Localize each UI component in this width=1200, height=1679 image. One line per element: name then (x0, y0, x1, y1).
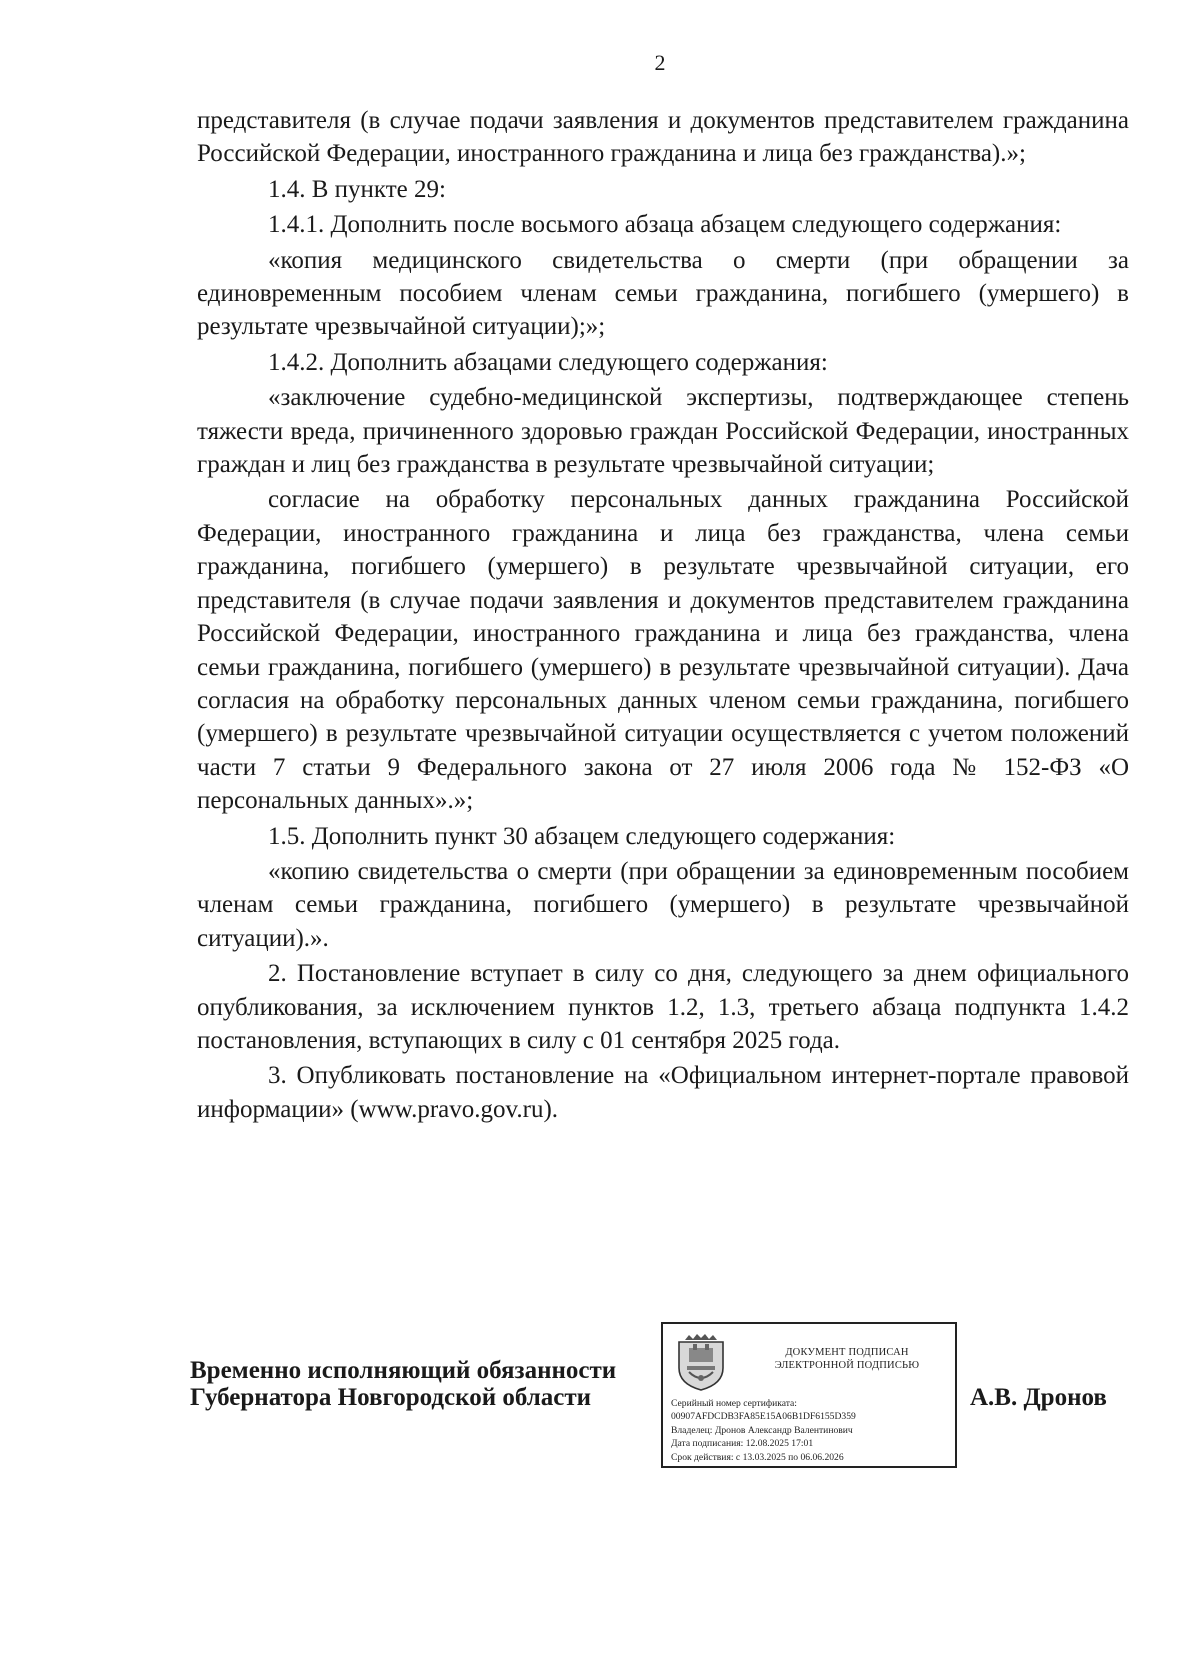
stamp-validity: Срок действия: с 13.03.2025 по 06.06.2026 (671, 1451, 844, 1463)
body-paragraph: согласие на обработку персональных данных гражданина Российской Федерации, иностранного гражданина и лица без гражданства, члена семьи гражданина, погибшего (умершего) в результате чрезвычайной ситуации, его представителя (в случае подачи заявления и документов представителем гражданина Российской Федерации, иностранного гражданина и лица без гражданства, члена семьи гражданина, погибшего (умершего) в результате чрезвычайной ситуации). Дача согласия на обработку персональных данных членом семьи гражданина, погибшего (умершего) в результате чрезвычайной ситуации осуществляется с учетом положений части 7 статьи 9 Федерального закона от 27 июля 2006 года № 152-ФЗ «О персональных данных».»; (197, 486, 1129, 815)
signatory-position (190, 1357, 616, 1411)
body-paragraph: «копию свидетельства о смерти (при обращении за единовременным пособием членам семьи гражданина, погибшего (умершего) в результате чрезвычайной ситуации).». (197, 857, 1129, 952)
stamp-serial-number: 00907AFDCDB3FA85E15A06B1DF6155D359 (671, 1411, 856, 1423)
document-body (197, 104, 1129, 1126)
body-paragraph: 2. Постановление вступает в силу со дня, следующего за днем официального опубликования, за исключением пунктов 1.2, 1.3, третьего абзаца подпункта 1.4.2 постановления, вступающих в силу с 01 сентября 2025 года. (197, 960, 1129, 1054)
body-paragraph: 3. Опубликовать постановление на «Официальном интернет-портале правовой информации» (www.pravo.gov.ru). (197, 1062, 1129, 1123)
stamp-signed-date: Дата подписания: 12.08.2025 17:01 (671, 1438, 814, 1450)
page-number: 2 (654, 50, 666, 75)
body-paragraph: 1.4.2. Дополнить абзацами следующего содержания: (268, 348, 828, 376)
electronic-signature-stamp (661, 1322, 957, 1468)
body-paragraph: «копия медицинского свидетельства о смерти (при обращении за единовременным пособием членам семьи гражданина, погибшего (умершего) в результате чрезвычайной ситуации);»; (197, 246, 1129, 341)
body-paragraph: 1.5. Дополнить пункт 30 абзацем следующего содержания: (268, 822, 896, 850)
body-paragraph: «заключение судебно-медицинской экспертизы, подтверждающее степень тяжести вреда, причиненного здоровью граждан Российской Федерации, иностранных граждан и лиц без гражданства в результате чрезвычайной ситуации; (197, 384, 1129, 479)
stamp-details (671, 1397, 856, 1464)
stamp-title-line-2: ЭЛЕКТРОННОЙ ПОДПИСЬЮ (774, 1360, 920, 1371)
signatory-name: А.В. Дронов (970, 1384, 1107, 1411)
body-paragraph: 1.4. В пункте 29: (268, 175, 446, 203)
coat-of-arms-icon (675, 1334, 727, 1392)
signatory-position-line-2: Губернатора Новгородской области (190, 1384, 592, 1411)
stamp-title-line-1: ДОКУМЕНТ ПОДПИСАН (785, 1347, 909, 1358)
stamp-owner: Владелец: Дронов Александр Валентинович (671, 1424, 853, 1436)
body-paragraph: 1.4.1. Дополнить после восьмого абзаца абзацем следующего содержания: (268, 211, 1062, 239)
signatory-position-line-1: Временно исполняющий обязанности (190, 1357, 617, 1384)
stamp-serial-label: Серийный номер сертификата: (671, 1398, 797, 1409)
body-paragraph: представителя (в случае подачи заявления и документов представителем гражданина Российской Федерации, иностранного гражданина и лица без гражданства).»; (197, 107, 1129, 168)
stamp-title (747, 1346, 947, 1372)
